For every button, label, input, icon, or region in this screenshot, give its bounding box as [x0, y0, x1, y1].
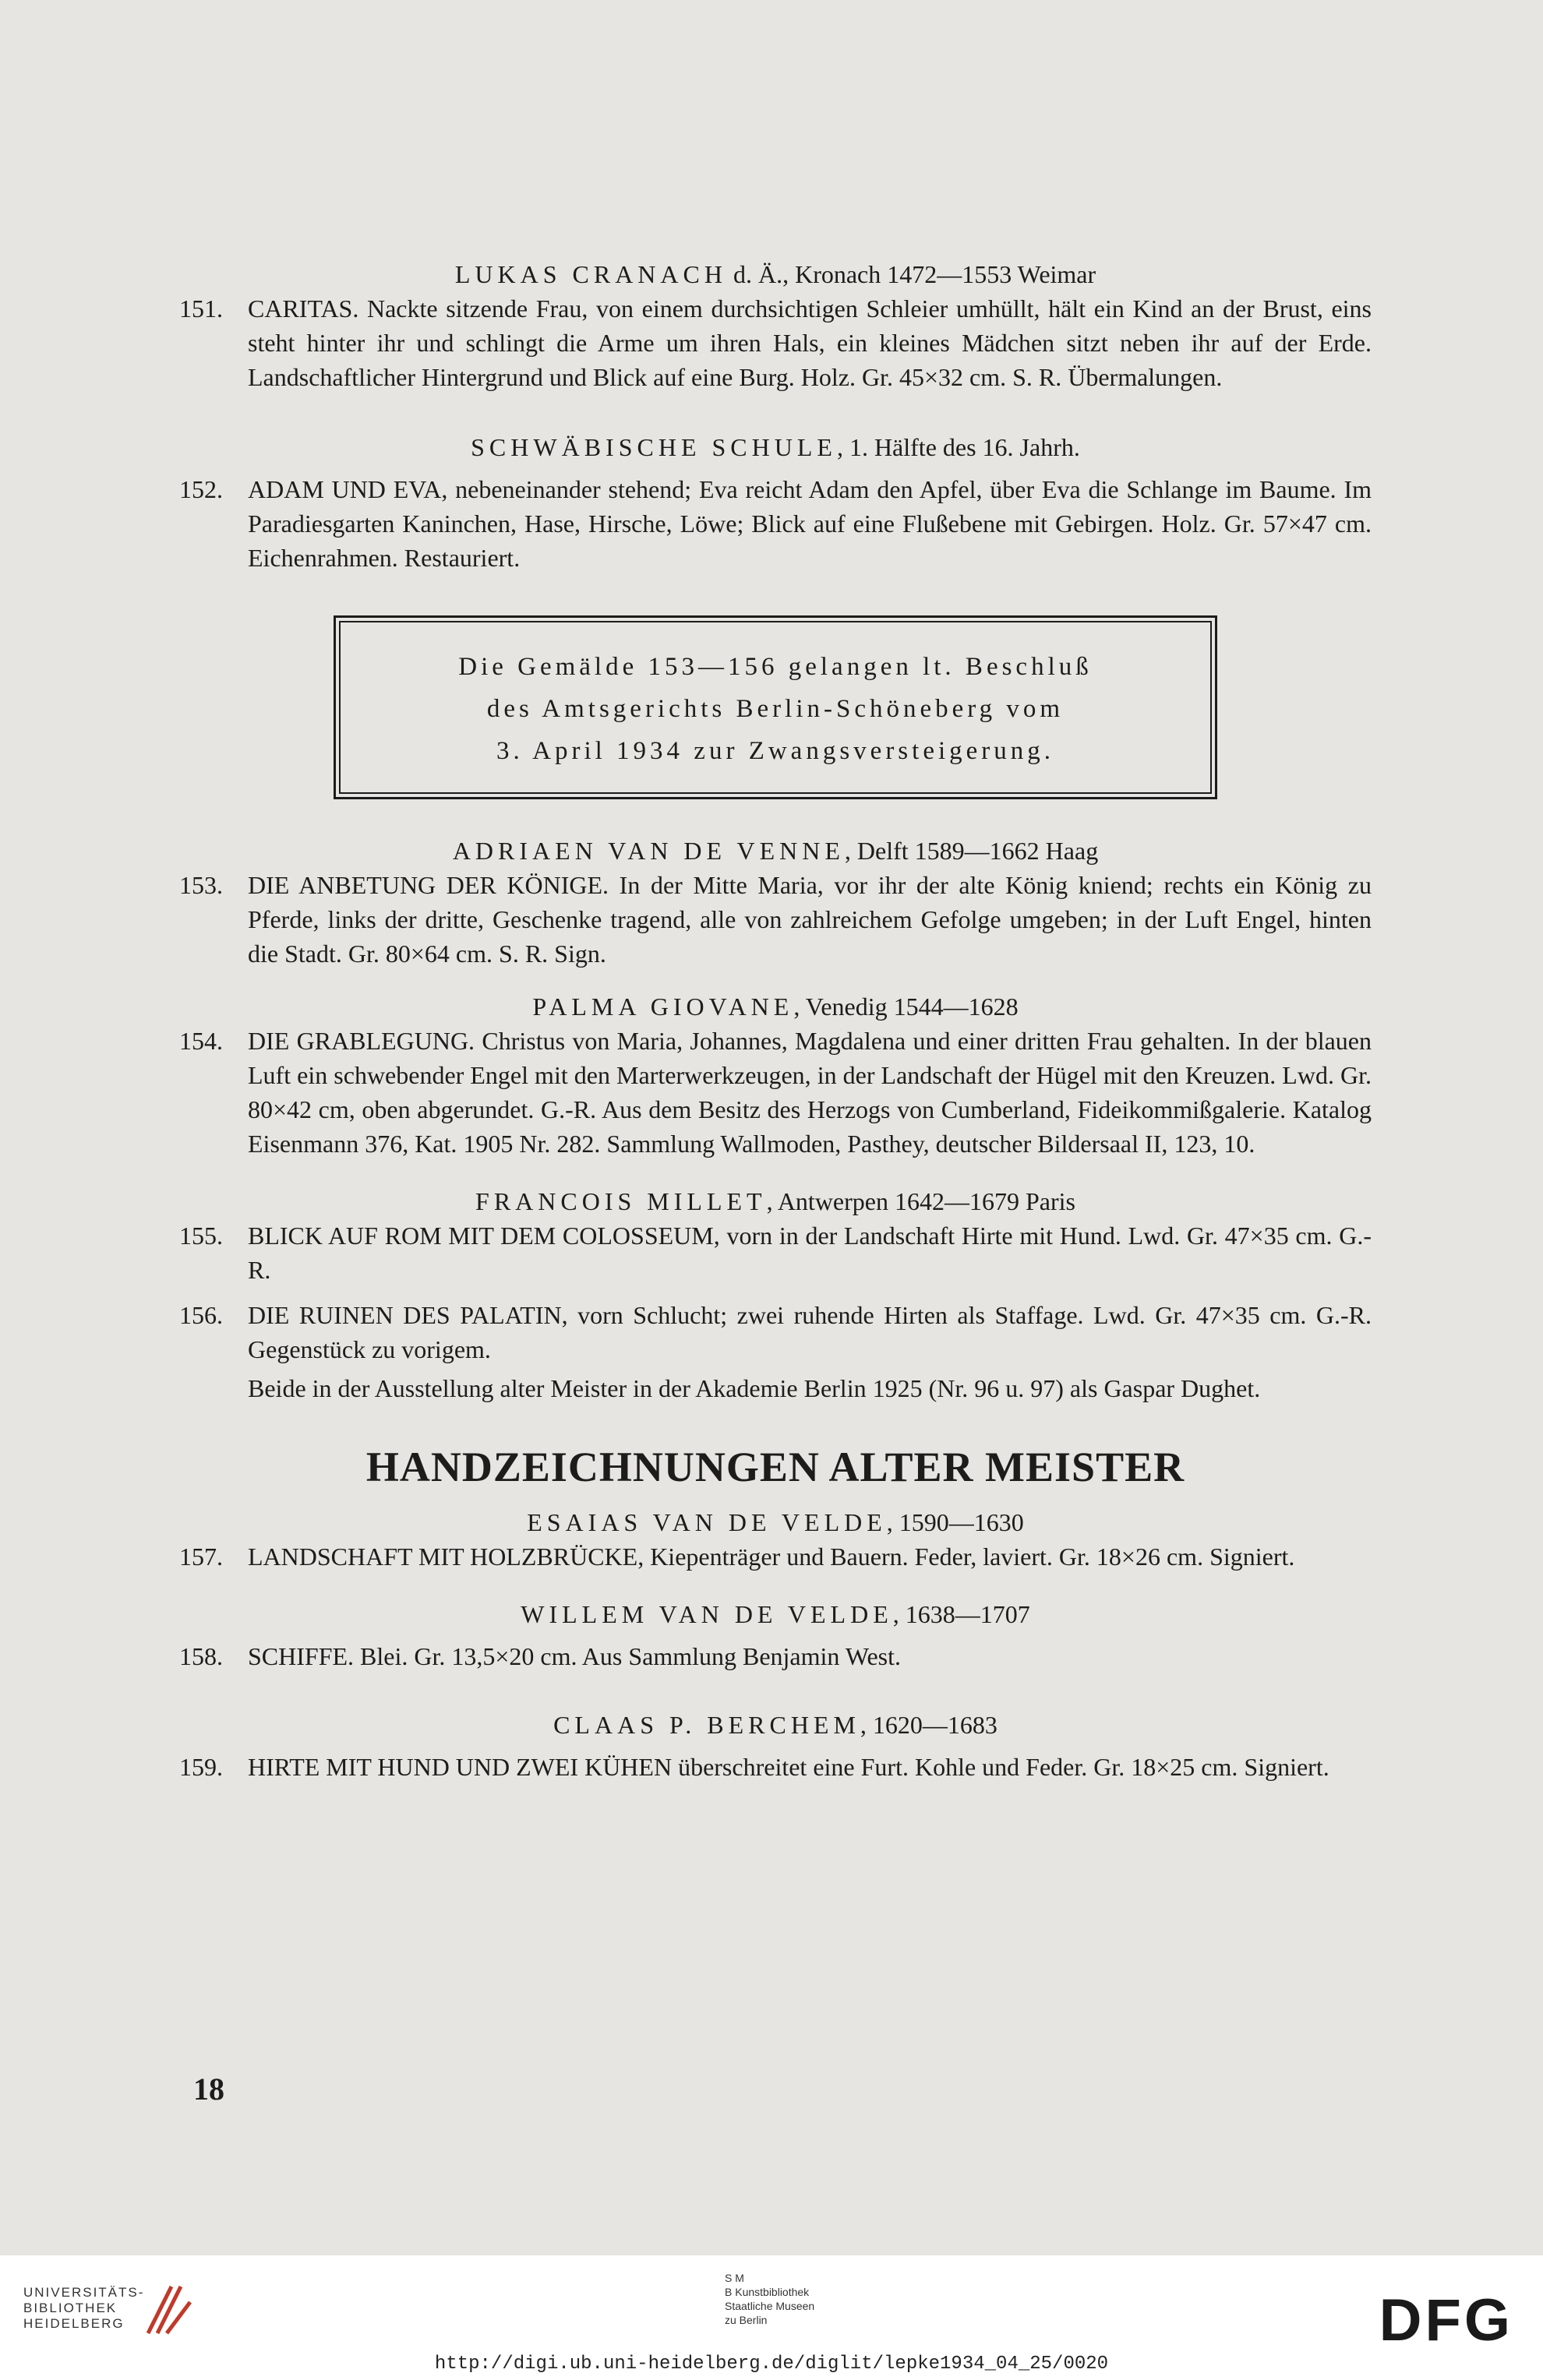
artist-heading [179, 1708, 1372, 1742]
university-library-logo[interactable] [23, 2285, 144, 2332]
catalog-entry [179, 868, 1372, 971]
uni-logo-line: UNIVERSITÄTS- [23, 2285, 145, 2300]
smb-logo-line: S M [725, 2272, 744, 2284]
entry-text: HIRTE MIT HUND UND ZWEI KÜHEN überschreitet eine Furt. Kohle und Feder. Gr. 18×25 cm. Signiert. [248, 1753, 1329, 1781]
artist-name: WILLEM VAN DE VELDE [521, 1600, 893, 1628]
artist-dates: , Delft 1589—1662 Haag [844, 837, 1099, 865]
auction-notice-box [334, 615, 1217, 799]
catalog-entry [179, 1539, 1372, 1574]
entry-number: 153. [179, 871, 223, 899]
catalog-entry [179, 1218, 1372, 1287]
artist-name: FRANCOIS MILLET [475, 1187, 767, 1215]
notice-line: des Amtsgerichts Berlin-Schöneberg vom [486, 695, 1065, 723]
artist-heading [179, 257, 1372, 291]
artist-dates: , 1638—1707 [892, 1600, 1030, 1628]
notice-line: 3. April 1934 zur Zwangsversteigerung. [496, 737, 1055, 765]
artist-name: CLAAS P. BERCHEM [553, 1711, 860, 1739]
catalog-entry [179, 291, 1372, 394]
catalog-entry [179, 1298, 1372, 1366]
artist-heading [179, 1597, 1372, 1631]
entry-text: DIE ANBETUNG DER KÖNIGE. In der Mitte Maria, vor ihr der alte König kniend; rechts ein König zu Pferde, links der dritte, Geschenke tragend, alle von zahlreichem Gefolge umgeben; in der Luft Engel, hinten die Stadt. Gr. 80×64 cm. S. R. Sign. [248, 871, 1372, 968]
artist-heading [179, 989, 1372, 1024]
smb-logo-line: B Kunstbibliothek [725, 2286, 810, 2298]
entry-number: 155. [179, 1222, 223, 1250]
entry-text: DIE RUINEN DES PALATIN, vorn Schlucht; zwei ruhende Hirten als Staffage. Lwd. Gr. 47×35 cm. G.-R. Gegenstück zu vorigem. [248, 1301, 1372, 1363]
entry-text: CARITAS. Nackte sitzende Frau, von einem durchsichtigen Schleier umhüllt, hält ein Kind an der Brust, eins steht hinter ihr und schlingt die Arme um ihren Hals, ein kleines Mädchen sitzt neben ihr auf der Erde. Landschaftlicher Hintergrund und Blick auf eine Burg. Holz. Gr. 45×32 cm. S. R. Übermalungen. [248, 294, 1372, 391]
page-number: 18 [193, 2071, 224, 2107]
artist-name: PALMA GIOVANE [532, 993, 794, 1021]
artist-name: SCHWÄBISCHE SCHULE [471, 433, 837, 461]
artist-heading [179, 834, 1372, 868]
artist-dates: , 1620—1683 [860, 1711, 997, 1739]
entry-number: 152. [179, 475, 223, 503]
entry-number: 154. [179, 1027, 223, 1055]
entry-number: 156. [179, 1301, 223, 1329]
artist-dates: d. Ä., Kronach 1472—1553 Weimar [726, 260, 1096, 288]
dfg-logo[interactable]: DFG [1379, 2287, 1513, 2354]
artist-heading [179, 430, 1372, 464]
catalog-entry [179, 1639, 1372, 1673]
notice-line: Die Gemälde 153—156 gelangen lt. Beschluß [458, 653, 1093, 681]
entry-text: ADAM UND EVA, nebeneinander stehend; Eva reicht Adam den Apfel, über Eva die Schlange im Baume. Im Paradiesgarten Kaninchen, Hase, Hirsche, Löwe; Blick auf eine Flußebene mit Gebirgen. Holz. Gr. 57×47 cm. Eichenrahmen. Restauriert. [248, 475, 1372, 572]
auction-notice [339, 621, 1212, 794]
uni-logo-line: HEIDELBERG [23, 2316, 125, 2331]
entry-text: DIE GRABLEGUNG. Christus von Maria, Johannes, Magdalena und einer dritten Frau gehalten. In der blauen Luft ein schwebender Engel mit den Marterwerkzeugen, in der Landschaft der Hügel mit den Kreuzen. Lwd. Gr. 80×42 cm, oben abgerundet. G.-R. Aus dem Besitz des Herzogs von Cumberland, Fideikommißgalerie. Katalog Eisenmann 376, Kat. 1905 Nr. 282. Sammlung Wallmoden, Pasthey, deutscher Bildersaal II, 123, 10. [248, 1027, 1372, 1158]
entry-note: Beide in der Ausstellung alter Meister in der Akademie Berlin 1925 (Nr. 96 u. 97) als Gaspar Dughet. [248, 1374, 1261, 1402]
uni-logo-line: BIBLIOTHEK [23, 2301, 118, 2315]
artist-heading [179, 1505, 1372, 1539]
artist-name: ESAIAS VAN DE VELDE [527, 1508, 887, 1536]
entry-text: LANDSCHAFT MIT HOLZBRÜCKE, Kiepenträger und Bauern. Feder, laviert. Gr. 18×26 cm. Signiert. [248, 1543, 1295, 1571]
smb-logo-line: zu Berlin [725, 2314, 768, 2326]
kunstbibliothek-logo[interactable] [725, 2271, 814, 2327]
artist-dates: , 1590—1630 [886, 1508, 1024, 1536]
artist-dates: , 1. Hälfte des 16. Jahrh. [836, 433, 1080, 461]
artist-name: ADRIAEN VAN DE VENNE [452, 837, 845, 865]
viewer-footer [0, 2255, 1543, 2380]
catalog-entry [179, 1024, 1372, 1161]
university-mark-icon [140, 2279, 195, 2341]
entry-number: 158. [179, 1642, 223, 1670]
entry-text: BLICK AUF ROM MIT DEM COLOSSEUM, vorn in der Landschaft Hirte mit Hund. Lwd. Gr. 47×35 cm. G.-R. [248, 1222, 1372, 1284]
section-heading: HANDZEICHNUNGEN ALTER MEISTER [365, 1444, 1185, 1490]
entry-number: 151. [179, 294, 223, 323]
entry-number: 159. [179, 1753, 223, 1781]
artist-name: LUKAS CRANACH [454, 260, 727, 288]
catalog-entry [179, 472, 1372, 575]
page-content [179, 257, 1372, 1784]
entry-number: 157. [179, 1543, 223, 1571]
entry-text: SCHIFFE. Blei. Gr. 13,5×20 cm. Aus Sammlung Benjamin West. [248, 1642, 902, 1670]
artist-heading [179, 1184, 1372, 1218]
permalink-url[interactable]: http://digi.ub.uni-heidelberg.de/diglit/lepke1934_04_25/0020 [434, 2354, 1109, 2375]
artist-dates: , Antwerpen 1642—1679 Paris [766, 1187, 1075, 1215]
artist-dates: , Venedig 1544—1628 [793, 993, 1019, 1021]
catalog-entry [179, 1750, 1372, 1784]
smb-logo-line: Staatliche Museen [725, 2300, 815, 2312]
